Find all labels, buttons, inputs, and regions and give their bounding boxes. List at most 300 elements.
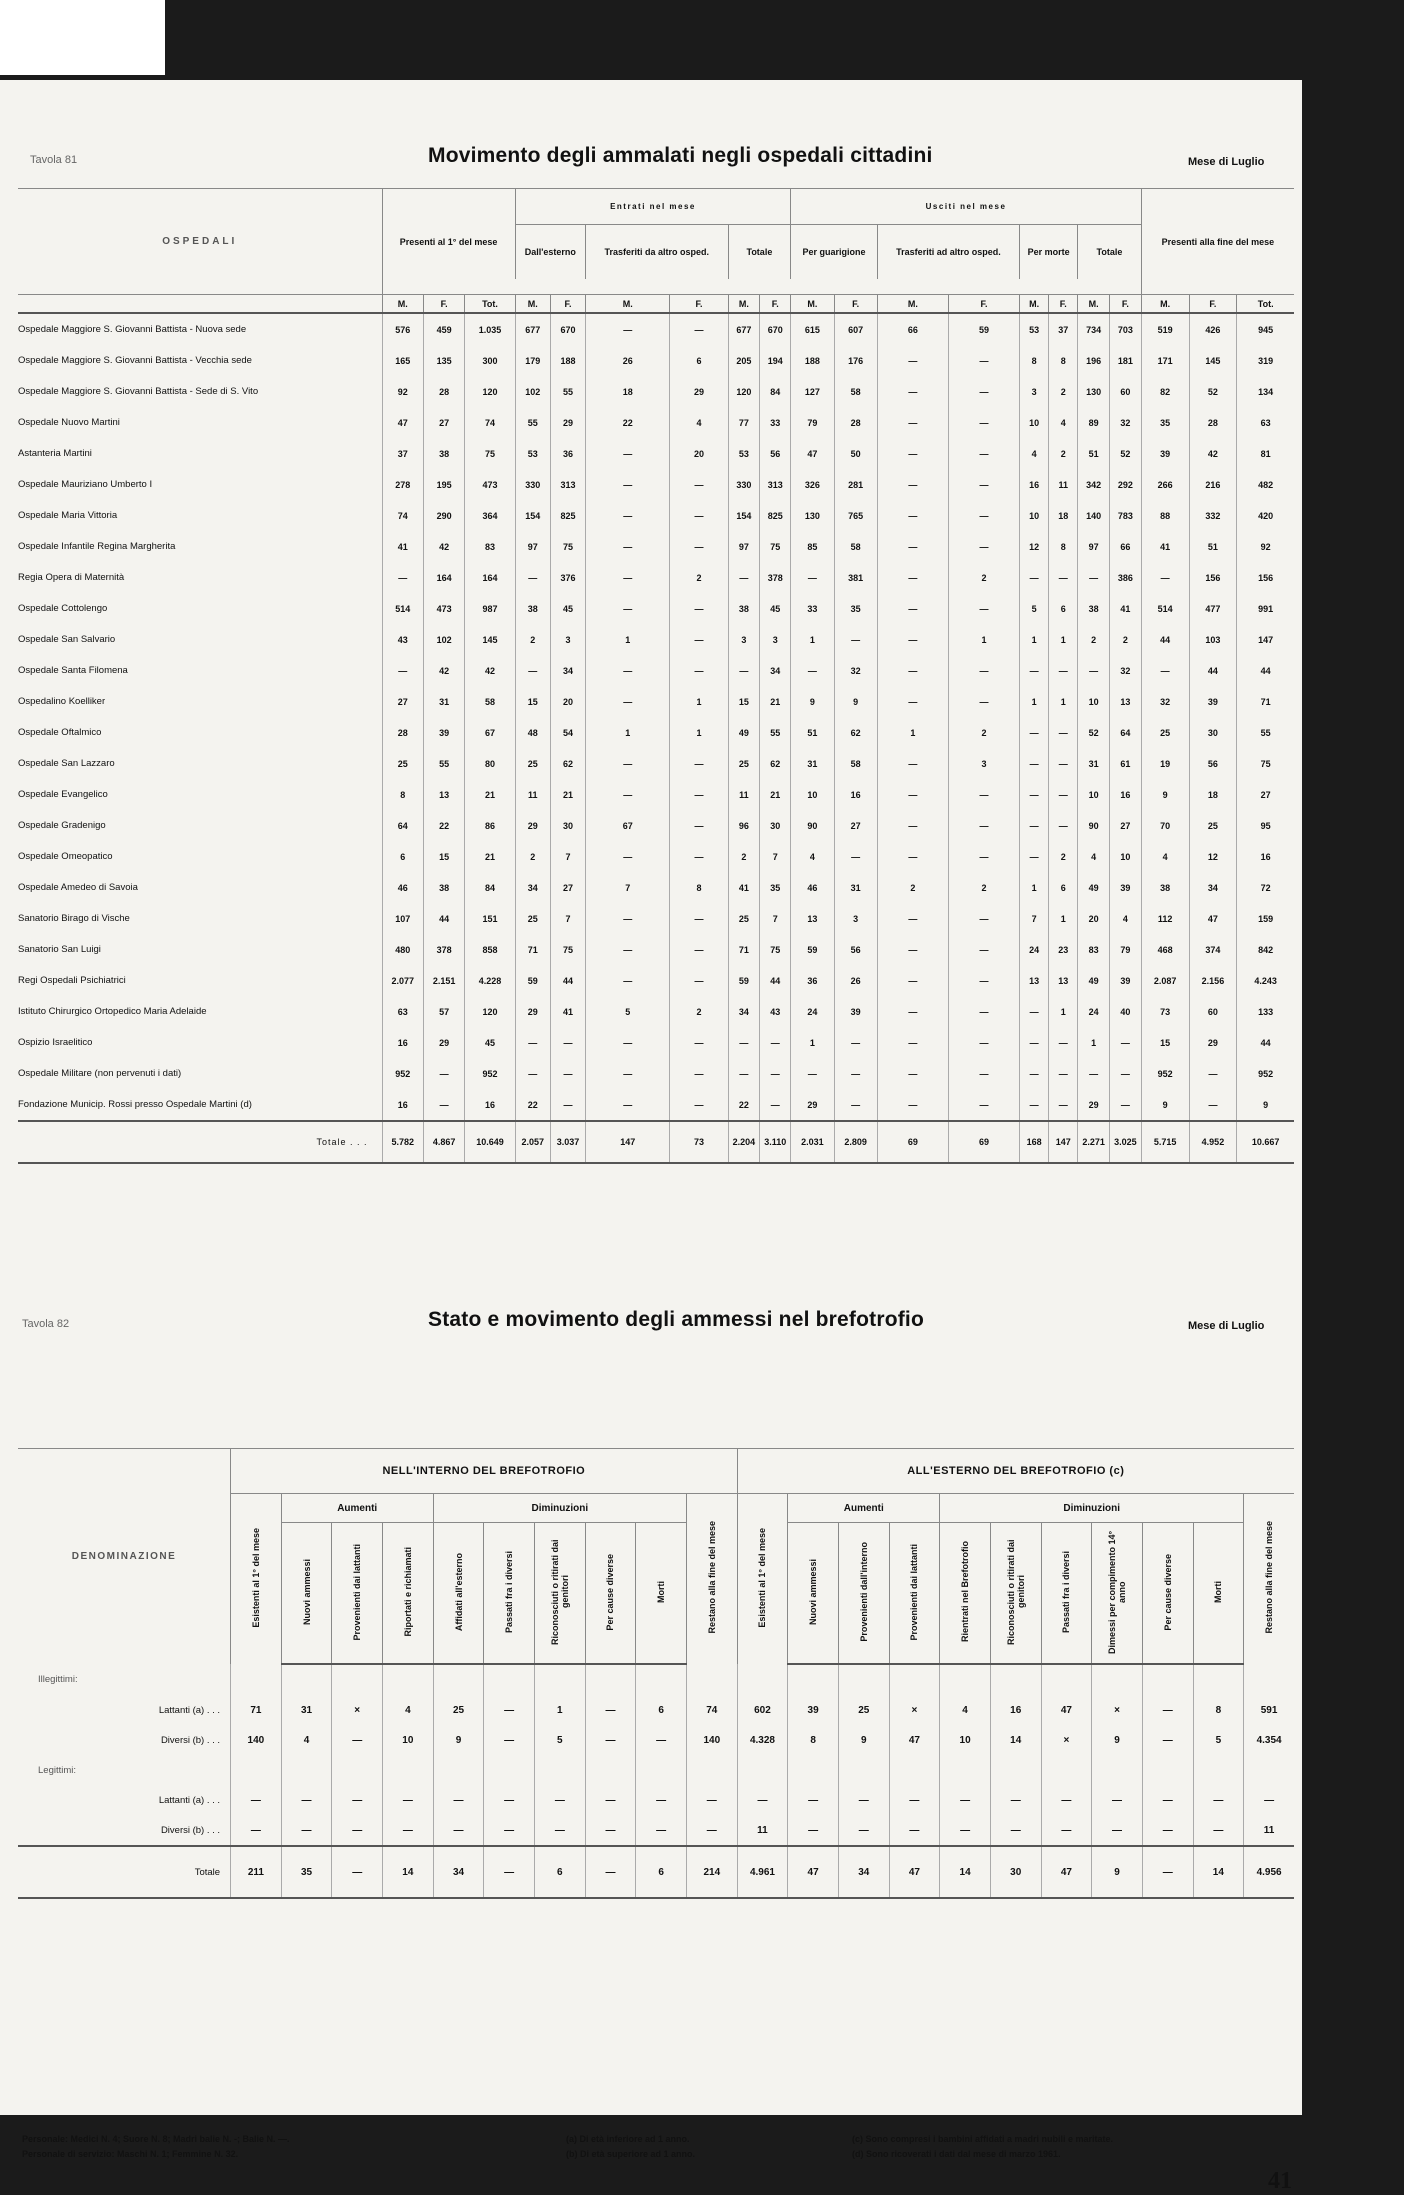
cell-value: 51 [1078,438,1110,469]
cell-value: — [948,1089,1019,1121]
cell-value: 266 [1141,469,1189,500]
cell-value: — [515,562,550,593]
total-value: — [332,1846,383,1898]
cell-value: — [834,1027,877,1058]
cell-value: 35 [760,872,791,903]
column-header-text: Provenienti dai lattanti [352,1543,363,1641]
cell-value: 945 [1237,313,1294,345]
cell-value: 71 [231,1695,282,1725]
hospital-name: Sanatorio San Luigi [18,944,101,955]
cell-value: — [1189,1089,1237,1121]
cell-value: 62 [550,748,585,779]
empty-cell [281,1664,332,1695]
empty-cell [1244,1755,1294,1785]
cell-value: — [484,1695,535,1725]
table-row [18,1058,1294,1089]
total-value: 5.782 [382,1121,423,1163]
cell-value: — [948,841,1019,872]
column-header [788,1523,839,1665]
cell-value: 3 [1020,376,1049,407]
cell-value: 21 [465,779,515,810]
cell-value: — [383,1815,434,1846]
cell-value: 473 [465,469,515,500]
row-name: Lattanti (a) . . . [158,1704,221,1716]
cell-value: — [940,1815,991,1846]
empty-cell [1041,1664,1092,1695]
total-value: 47 [1041,1846,1092,1898]
cell-value: 61 [1109,748,1141,779]
cell-value: 92 [382,376,423,407]
cell-value: 90 [1078,810,1110,841]
cell-value: × [889,1695,940,1725]
cell-value: 37 [382,438,423,469]
cell-value: 29 [791,1089,834,1121]
column-header [838,1523,889,1665]
column-header-text: Morti [656,1581,667,1603]
cell-value: 35 [834,593,877,624]
table-row [18,593,1294,624]
empty-cell [585,1755,636,1785]
cell-value: — [586,748,670,779]
cell-value: 165 [382,345,423,376]
cell-value: — [990,1785,1041,1815]
cell-value: — [515,1058,550,1089]
cell-value: 27 [550,872,585,903]
cell-value: 34 [728,996,760,1027]
cell-value: 842 [1237,934,1294,965]
cell-value: 39 [788,1695,839,1725]
cell-value: — [791,562,834,593]
sub-esterno: Dall'esterno [515,225,585,279]
hospital-name: Ospedale Evangelico [18,789,108,800]
cell-value: — [1189,1058,1237,1089]
table-row [18,376,1294,407]
cell-value: — [586,1058,670,1089]
cell-value: — [788,1785,839,1815]
column-header [1041,1523,1092,1665]
cell-value: — [484,1785,535,1815]
cell-value: 34 [760,655,791,686]
cell-value: 42 [423,531,464,562]
cell-value: 10 [791,779,834,810]
mf-label: F. [760,295,791,314]
cell-value: — [877,748,948,779]
cell-value: 607 [834,313,877,345]
cell-value: 1 [1049,686,1078,717]
note-c: (c) Sono compresi i bambini affidati a madri nubili e maritate. [852,2134,1114,2144]
cell-value: 16 [1109,779,1141,810]
cell-value: 205 [728,345,760,376]
cell-value: 4 [940,1695,991,1725]
cell-value: 75 [465,438,515,469]
cell-value: — [585,1815,636,1846]
cell-value: 21 [760,686,791,717]
cell-value: 4 [1141,841,1189,872]
cell-value: 195 [423,469,464,500]
cell-value: — [877,779,948,810]
cell-value: — [948,407,1019,438]
cell-value: 112 [1141,903,1189,934]
column-header [332,1523,383,1665]
cell-value: 23 [1049,934,1078,965]
cell-value: 342 [1078,469,1110,500]
cell-value: 40 [1109,996,1141,1027]
cell-value: 9 [1141,779,1189,810]
cell-value: 477 [1189,593,1237,624]
cell-value: 133 [1237,996,1294,1027]
table-row [18,996,1294,1027]
hospital-name: Ospedale Nuovo Martini [18,417,120,428]
cell-value: — [990,1815,1041,1846]
cell-value: 51 [1189,531,1237,562]
cell-value: — [1049,562,1078,593]
cell-value: 75 [1237,748,1294,779]
cell-value: — [948,500,1019,531]
empty-cell [1092,1755,1143,1785]
total-value: 47 [788,1846,839,1898]
cell-value: 188 [550,345,585,376]
hospital-name: Regi Ospedali Psichiatrici [18,975,126,986]
cell-value: 5 [535,1725,586,1755]
cell-value: 41 [382,531,423,562]
column-header [940,1523,991,1665]
cell-value: 188 [791,345,834,376]
total-value: 147 [586,1121,670,1163]
cell-value: 11 [728,779,760,810]
cell-value: 25 [838,1695,889,1725]
cell-value: 7 [760,903,791,934]
cell-value: 2 [948,717,1019,748]
empty-cell [636,1664,687,1695]
cell-value: — [1092,1785,1143,1815]
cell-value: 103 [1189,624,1237,655]
cell-value: — [948,469,1019,500]
cell-value: 7 [550,903,585,934]
cell-value: 376 [550,562,585,593]
cell-value: 3 [550,624,585,655]
cell-value: 54 [550,717,585,748]
cell-value: 77 [728,407,760,438]
column-header [433,1523,484,1665]
cell-value: 426 [1189,313,1237,345]
total-value: 34 [838,1846,889,1898]
cell-value: 26 [586,345,670,376]
hospital-name: Ospedale San Salvario [18,634,116,645]
cell-value: 88 [1141,500,1189,531]
sub-trasf-da: Trasferiti da altro osped. [586,225,728,279]
hospital-movement-table [18,188,1294,1164]
cell-value: 8 [382,779,423,810]
cell-value: 42 [465,655,515,686]
group-entrati: Entrati nel mese [515,189,791,225]
empty-cell [788,1664,839,1695]
cell-value: — [686,1815,737,1846]
column-header-text: Rientrati nel Brefotrofio [960,1541,971,1643]
cell-value: 12 [1020,531,1049,562]
cell-value: 39 [1141,438,1189,469]
cell-value: 120 [465,376,515,407]
cell-value: 13 [1109,686,1141,717]
cell-value: 41 [550,996,585,1027]
cell-value: 602 [737,1695,788,1725]
cell-value: 25 [515,903,550,934]
cell-value: — [586,1027,670,1058]
cell-value: 164 [465,562,515,593]
hospital-name: Ospedale Maggiore S. Giovanni Battista - Sede di S. Vito [18,386,259,397]
cell-value: — [1092,1815,1143,1846]
cell-value: 72 [1237,872,1294,903]
cell-value: 1 [1020,872,1049,903]
total-value: 168 [1020,1121,1049,1163]
cell-value: — [1020,996,1049,1027]
cell-value: 300 [465,345,515,376]
cell-value: 8 [1193,1695,1244,1725]
cell-value: 2 [1109,624,1141,655]
cell-value: 18 [586,376,670,407]
cell-value: 591 [1244,1695,1294,1725]
total-value: 3.037 [550,1121,585,1163]
tavola-81-label: Tavola 81 [30,154,78,166]
cell-value: 8 [1049,531,1078,562]
mf-label: F. [1189,295,1237,314]
cell-value: — [550,1089,585,1121]
cell-value: — [948,376,1019,407]
cell-value: 27 [1237,779,1294,810]
cell-value: 39 [1109,965,1141,996]
column-header [535,1523,586,1665]
cell-value: 120 [728,376,760,407]
hospital-name: Regia Opera di Maternità [18,572,125,583]
cell-value: 16 [1020,469,1049,500]
cell-value: 58 [465,686,515,717]
cell-value: — [1049,810,1078,841]
cell-value: 75 [760,531,791,562]
cell-value: — [550,1027,585,1058]
table-row [18,1725,1294,1755]
cell-value: 2 [1049,376,1078,407]
cell-value: 176 [834,345,877,376]
cell-value: — [484,1725,535,1755]
cell-value: — [586,593,670,624]
cell-value: 378 [423,934,464,965]
cell-value: 47 [1189,903,1237,934]
cell-value: — [760,1058,791,1089]
cell-value: 22 [728,1089,760,1121]
cell-value: 30 [760,810,791,841]
cell-value: 459 [423,313,464,345]
cell-value: 677 [515,313,550,345]
cell-value: 75 [550,531,585,562]
cell-value: 6 [1049,593,1078,624]
cell-value: — [231,1815,282,1846]
cell-value: 1 [877,717,948,748]
cell-value: — [586,469,670,500]
cell-value: 1 [670,717,728,748]
cell-value: — [1078,655,1110,686]
cell-value: 41 [1141,531,1189,562]
cell-value: — [948,1058,1019,1089]
cell-value: 46 [382,872,423,903]
cell-value: 1 [948,624,1019,655]
cell-value: 71 [515,934,550,965]
cell-value: 194 [760,345,791,376]
cell-value: — [1142,1785,1193,1815]
cell-value: 10 [1020,407,1049,438]
empty-cell [484,1664,535,1695]
cell-value: 2 [948,562,1019,593]
cell-value: 41 [1109,593,1141,624]
cell-value: — [1049,748,1078,779]
cell-value: 140 [1078,500,1110,531]
cell-value: — [877,531,948,562]
cell-value: 51 [791,717,834,748]
cell-value: 73 [1141,996,1189,1027]
total-value: 30 [990,1846,1041,1898]
cell-value: 29 [515,996,550,1027]
cell-value: 4 [281,1725,332,1755]
cell-value: 171 [1141,345,1189,376]
table-row [18,748,1294,779]
cell-value: 59 [948,313,1019,345]
cell-value: 47 [889,1725,940,1755]
cell-value: — [948,345,1019,376]
cell-value: 32 [1109,655,1141,686]
sub-blank [231,1494,282,1665]
sub-diminuzioni-int: Diminuzioni [433,1494,686,1523]
cell-value: 45 [760,593,791,624]
cell-value: — [948,779,1019,810]
cell-value: 63 [382,996,423,1027]
cell-value: — [889,1785,940,1815]
cell-value: 25 [1189,810,1237,841]
cell-value: — [670,1058,728,1089]
cell-value: 89 [1078,407,1110,438]
cell-value: 9 [838,1725,889,1755]
cell-value: 39 [423,717,464,748]
cell-value: 332 [1189,500,1237,531]
column-header-text: Passati fra i diversi [1061,1550,1072,1634]
cell-value: 36 [550,438,585,469]
cell-value: 32 [834,655,877,686]
cell-value: — [877,345,948,376]
cell-value: 20 [1078,903,1110,934]
mf-label: F. [670,295,728,314]
cell-value: 102 [515,376,550,407]
col-ospedali: OSPEDALI [18,189,382,295]
cell-value: 22 [423,810,464,841]
cell-value: 1 [535,1695,586,1725]
cell-value: 16 [382,1089,423,1121]
page-number: 41 [1268,2168,1292,2194]
table-row [18,872,1294,903]
cell-value: — [1049,1089,1078,1121]
cell-value: — [535,1785,586,1815]
total-value: 214 [686,1846,737,1898]
total-value: 14 [940,1846,991,1898]
empty-cell [940,1664,991,1695]
column-header-text: Dimessi per compimento 14° anno [1107,1530,1128,1654]
mf-label: F. [834,295,877,314]
cell-value: 97 [515,531,550,562]
column-header-text: Per cause diverse [605,1553,616,1631]
hospital-name: Astanteria Martini [18,448,92,459]
empty-cell [433,1664,484,1695]
cell-value: — [1020,779,1049,810]
cell-value: 145 [1189,345,1237,376]
cell-value: — [636,1725,687,1755]
table-row [18,903,1294,934]
cell-value: 9 [1141,1089,1189,1121]
table-row [18,531,1294,562]
cell-value: 25 [728,903,760,934]
cell-value: 783 [1109,500,1141,531]
cell-value: 12 [1189,841,1237,872]
cell-value: × [1041,1725,1092,1755]
cell-value: 10 [1109,841,1141,872]
cell-value: 290 [423,500,464,531]
cell-value: 473 [423,593,464,624]
cell-value: 41 [728,872,760,903]
document-page [0,80,1302,2194]
cell-value: — [670,469,728,500]
cell-value: — [948,965,1019,996]
cell-value: 97 [728,531,760,562]
cell-value: — [1020,810,1049,841]
cell-value: 4 [791,841,834,872]
table-row [18,965,1294,996]
cell-value: 25 [1141,717,1189,748]
col-presenti-fine: Presenti alla fine del mese [1141,189,1294,295]
cell-value: — [1049,779,1078,810]
cell-value: 15 [1141,1027,1189,1058]
total-row [18,1846,1294,1898]
cell-value: — [484,1815,535,1846]
cell-value: 480 [382,934,423,965]
cell-value: 44 [1237,1027,1294,1058]
cell-value: 326 [791,469,834,500]
cell-value: — [737,1785,788,1815]
sub-totale-usciti: Totale [1078,225,1142,279]
cell-value: — [877,1058,948,1089]
cell-value: 2.151 [423,965,464,996]
cell-value: — [586,438,670,469]
total-value: 6 [535,1846,586,1898]
cell-value: 364 [465,500,515,531]
cell-value: 4 [1078,841,1110,872]
cell-value: 86 [465,810,515,841]
cell-value: 952 [382,1058,423,1089]
empty-cell [332,1755,383,1785]
cell-value: 107 [382,903,423,934]
total-value: 211 [231,1846,282,1898]
cell-value: 11 [1049,469,1078,500]
cell-value: 24 [1078,996,1110,1027]
cell-value: 34 [1189,872,1237,903]
cell-value: 987 [465,593,515,624]
table-row [18,717,1294,748]
cell-value: — [877,624,948,655]
total-value: 10.649 [465,1121,515,1163]
empty-cell [838,1755,889,1785]
cell-value: 7 [586,872,670,903]
cell-value: — [1193,1785,1244,1815]
table-row [18,810,1294,841]
cell-value: — [877,655,948,686]
row-name: Diversi (b) . . . [160,1734,221,1746]
cell-value: — [670,748,728,779]
cell-value: — [1020,717,1049,748]
cell-value: 25 [433,1695,484,1725]
